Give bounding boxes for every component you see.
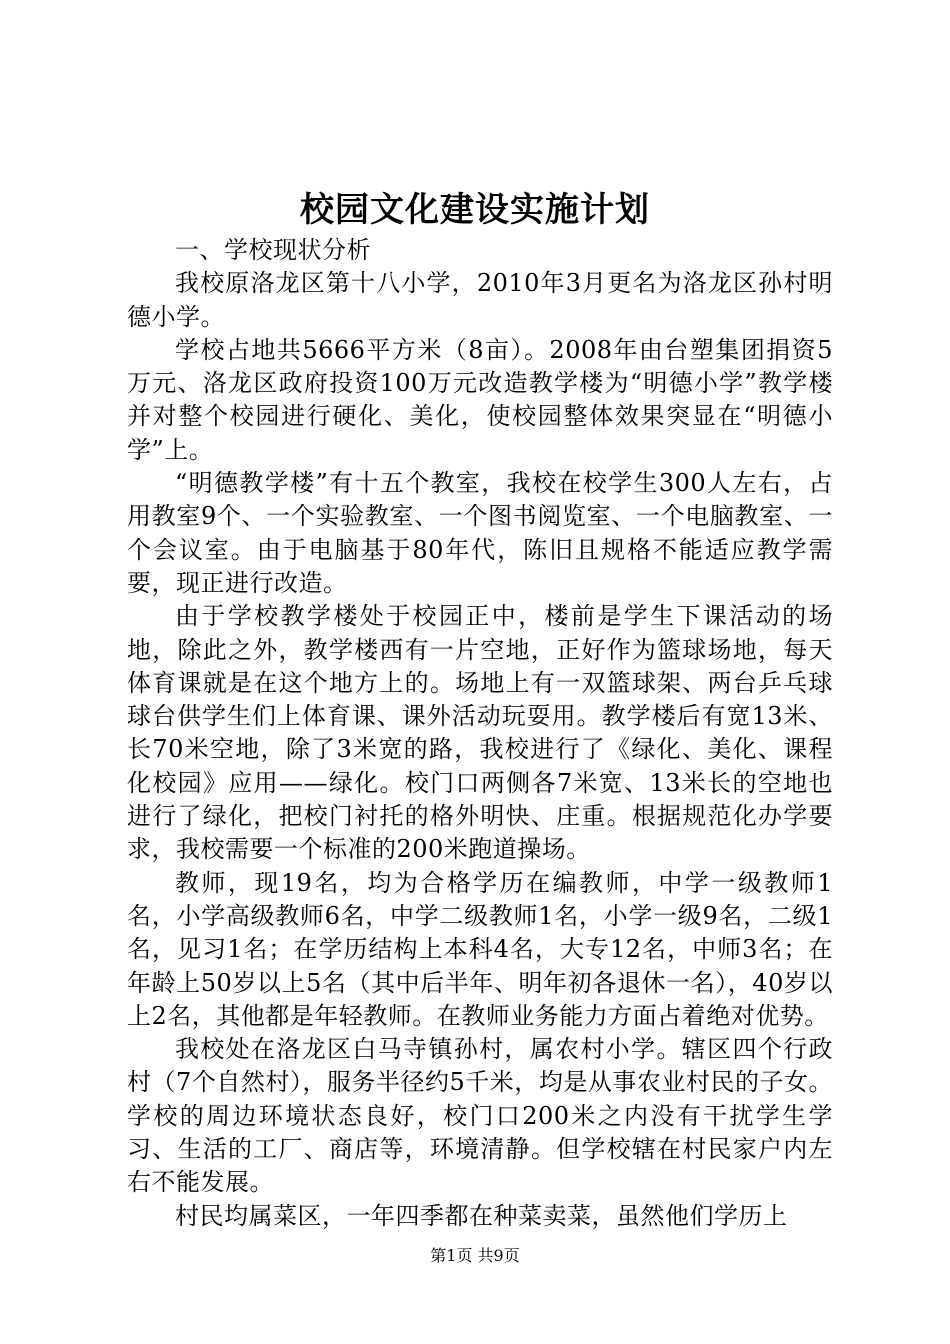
paragraph-6: 我校处在洛龙区白马寺镇孙村，属农村小学。辖区四个行政村（7个自然村），服务半径约5千米，均是从事农业村民的子女。学校的周边环境状态良好，校门口200米之内没有干扰学生学习、生活的工厂、商店等，环境清静。但学校辖在村民家户内左右不能发展。 — [127, 1035, 833, 1197]
paragraph-2: 学校占地共5666平方米（8亩）。2008年由台塑集团捐资5万元、洛龙区政府投资100万元改造教学楼为“明德小学”教学楼并对整个校园进行硬化、美化，使校园整体效果突显在“明德小学”上。 — [127, 335, 833, 464]
page-footer: 第1页 共9页 — [430, 1246, 520, 1265]
document-body — [127, 234, 833, 1233]
section-heading: 一、学校现状分析 — [175, 236, 371, 264]
paragraph-1: 我校原洛龙区第十八小学，2010年3月更名为洛龙区孙村明德小学。 — [127, 269, 833, 331]
paragraph-5: 教师，现19名，均为合格学历在编教师，中学一级教师1名，小学高级教师6名，中学二级教师1名，小学一级9名，二级1名，见习1名；在学历结构上本科4名，大专12名，中师3名；在年龄上50岁以上5名（其中后半年、明年初各退休一名），40岁以上2名，其他都是年轻教师。在教师业务能力方面占着绝对优势。 — [127, 868, 833, 1030]
document-title: 校园文化建设实施计划 — [300, 190, 650, 230]
paragraph-3: “明德教学楼”有十五个教室，我校在校学生300人左右，占用教室9个、一个实验教室、一个图书阅览室、一个电脑教室、一个会议室。由于电脑基于80年代，陈旧且规格不能适应教学需要，现正进行改造。 — [127, 469, 833, 597]
paragraph-7: 村民均属菜区，一年四季都在种菜卖菜，虽然他们学历上 — [175, 1201, 788, 1230]
paragraph-4: 由于学校教学楼处于校园正中，楼前是学生下课活动的场地，除此之外，教学楼西有一片空地，正好作为篮球场地，每天体育课就是在这个地方上的。场地上有一双篮球架、两台乒乓球球台供学生们上体育课、课外活动玩耍用。教学楼后有宽13米、长70米空地，除了3米宽的路，我校进行了《绿化、美化、课程化校园》应用——绿化。校门口两侧各7米宽、13米长的空地也进行了绿化，把校门衬托的格外明快、庄重。根据规范化办学要求，我校需要一个标准的200米跑道操场。 — [127, 602, 833, 864]
